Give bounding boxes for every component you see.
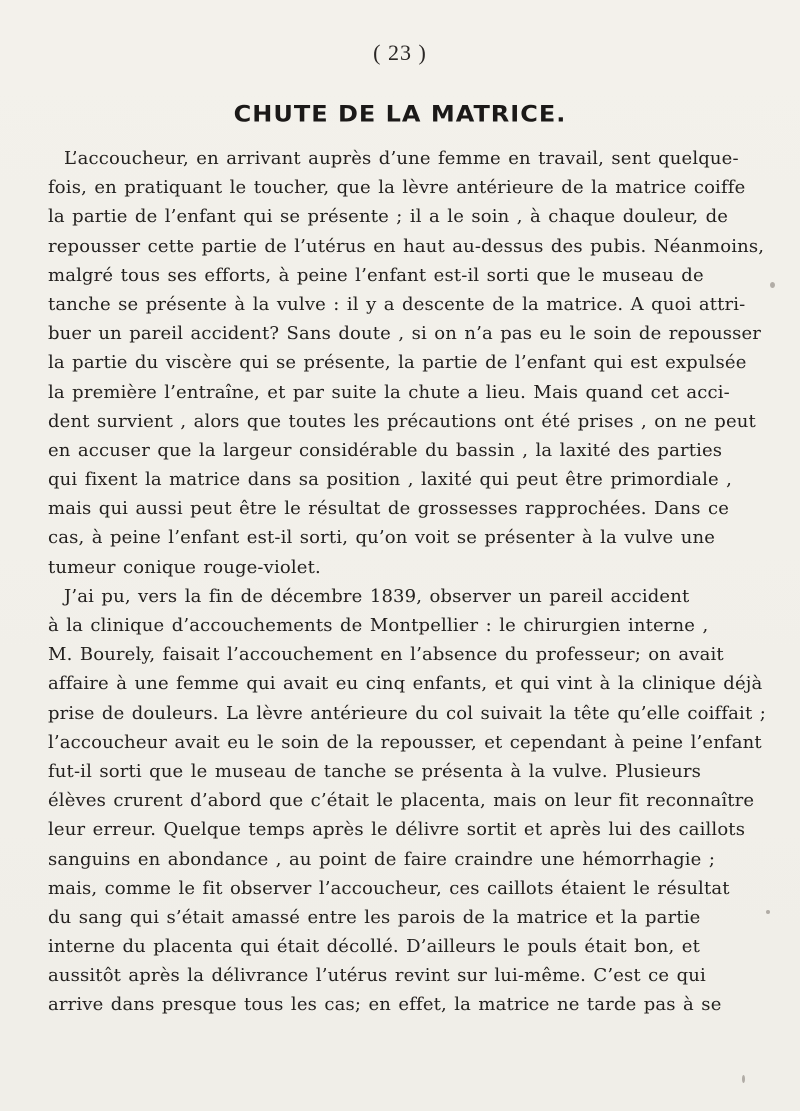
paper-speck xyxy=(742,1075,745,1083)
text-line: à la clinique d’accouchements de Montpellier : le chirurgien interne , xyxy=(48,615,709,636)
text-line: mais, comme le fit observer l’accoucheur, ces caillots étaient le résultat xyxy=(48,877,730,899)
text-line: affaire à une femme qui avait eu cinq enfants, et qui vint à la clinique déjà xyxy=(48,673,763,695)
text-line: du sang qui s’était amassé entre les parois de la matrice et la partie xyxy=(48,906,701,928)
text-line: tanche se présente à la vulve : il y a descente de la matrice. A quoi attri- xyxy=(48,293,746,315)
text-line: tumeur conique rouge-violet. xyxy=(48,556,321,578)
text-line: en accuser que la largeur considérable du bassin , la laxité des parties xyxy=(48,439,723,461)
text-line: M. Bourely, faisait l’accouchement en l’absence du professeur; on avait xyxy=(48,644,724,666)
text-line: arrive dans presque tous les cas; en effet, la matrice ne tarde pas à se xyxy=(48,994,722,1016)
text-line: qui fixent la matrice dans sa position , laxité qui peut être primordiale , xyxy=(48,469,733,491)
chapter-title: CHUTE DE LA MATRICE. xyxy=(233,101,567,127)
text-line: mais qui aussi peut être le résultat de grossesses rapprochées. Dans ce xyxy=(48,498,730,520)
text-line: buer un pareil accident? Sans doute , si on n’a pas eu le soin de repousser xyxy=(48,323,762,345)
text-line: la partie de l’enfant qui se présente ; il a le soin , à chaque douleur, de xyxy=(48,206,729,228)
paper-speck xyxy=(770,282,775,288)
text-line: la première l’entraîne, et par suite la chute a lieu. Mais quand cet acci- xyxy=(48,381,730,403)
text-line: repousser cette partie de l’utérus en haut au-dessus des pubis. Néanmoins, xyxy=(48,235,765,257)
text-line: aussitôt après la délivrance l’utérus revint sur lui-même. C’est ce qui xyxy=(48,965,706,987)
text-line: prise de douleurs. La lèvre antérieure du col suivait la tête qu’elle coiffait ; xyxy=(48,702,766,724)
text-line: L’accoucheur, en arrivant auprès d’une femme en travail, sent quelque- xyxy=(64,148,739,169)
text-line: cas, à peine l’enfant est-il sorti, qu’on voit se présenter à la vulve une xyxy=(48,527,716,549)
text-line: interne du placenta qui était décollé. D’ailleurs le pouls était bon, et xyxy=(48,936,700,958)
page-number: ( 23 ) xyxy=(373,40,427,65)
text-line: dent survient , alors que toutes les précautions ont été prises , on ne peut xyxy=(48,410,756,432)
body-text xyxy=(48,144,766,1020)
text-line: leur erreur. Quelque temps après le délivre sortit et après lui des caillots xyxy=(48,819,746,841)
text-line: J’ai pu, vers la fin de décembre 1839, observer un pareil accident xyxy=(64,585,690,607)
text-line: malgré tous ses efforts, à peine l’enfant est-il sorti que le museau de xyxy=(48,264,704,286)
text-line: la partie du viscère qui se présente, la partie de l’enfant qui est expulsée xyxy=(48,352,747,374)
text-line: fut-il sorti que le museau de tanche se présenta à la vulve. Plusieurs xyxy=(48,760,701,782)
text-line: élèves crurent d’abord que c’était le placenta, mais on leur fit reconnaître xyxy=(48,790,755,812)
text-line: fois, en pratiquant le toucher, que la lèvre antérieure de la matrice coiffe xyxy=(48,177,746,199)
text-line: l’accoucheur avait eu le soin de la repousser, et cependant à peine l’enfant xyxy=(48,731,762,753)
text-line: sanguins en abondance , au point de faire craindre une hémorrhagie ; xyxy=(48,848,716,870)
paper-speck xyxy=(766,910,770,914)
